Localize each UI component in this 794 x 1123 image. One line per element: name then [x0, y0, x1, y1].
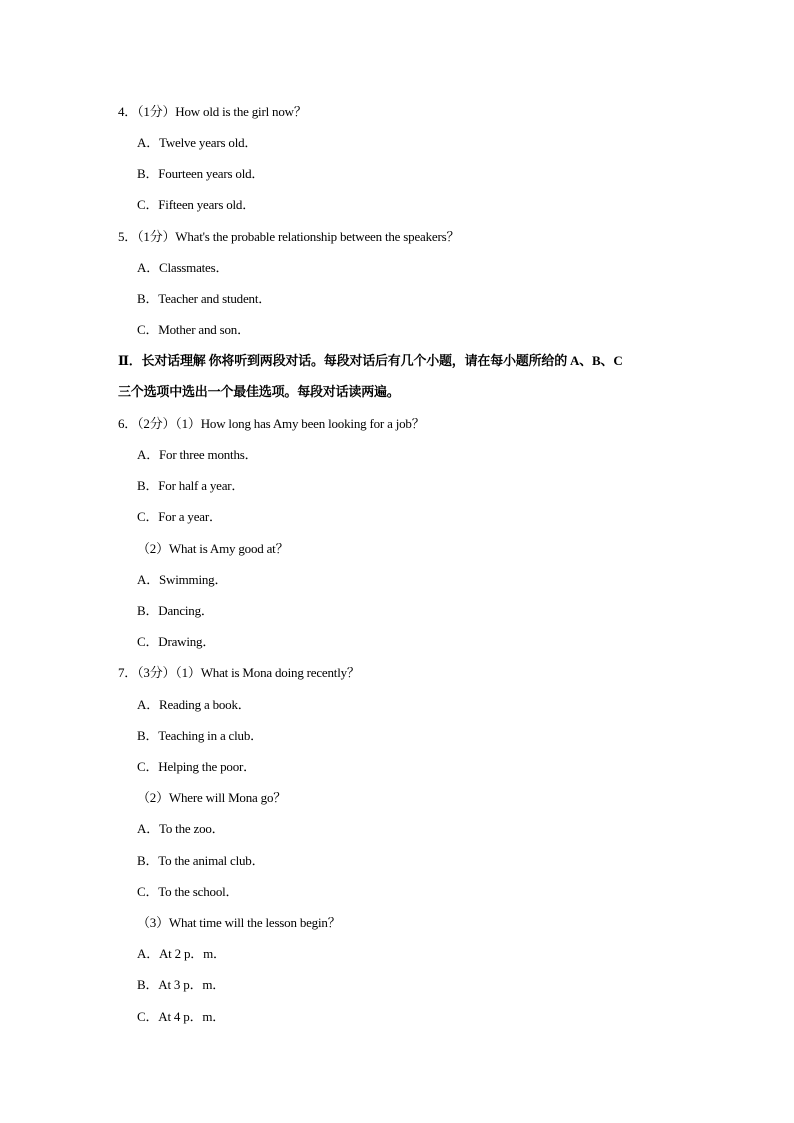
- question-7-2-stem: （2）Where will Mona go？: [137, 790, 287, 805]
- question-6-stem: 6．（2分）（1）How long has Amy been looking for a job？: [118, 416, 425, 431]
- question-7-2-option-b: B．To the animal club．: [137, 853, 265, 868]
- question-5-option-c: C．Mother and son．: [137, 322, 250, 337]
- question-7-1-option-a: A．Reading a book．: [137, 697, 251, 712]
- question-7-3-stem: （3）What time will the lesson begin？: [137, 915, 341, 930]
- question-4-option-b: B．Fourteen years old．: [137, 166, 265, 181]
- question-6-1-option-a: A．For three months．: [137, 447, 258, 462]
- question-5-option-a: A．Classmates．: [137, 260, 229, 275]
- question-4-stem: 4．（1分）How old is the girl now？: [118, 104, 307, 119]
- question-7-2-option-a: A．To the zoo．: [137, 821, 225, 836]
- question-4-option-a: A．Twelve years old．: [137, 135, 258, 150]
- question-5-option-b: B．Teacher and student．: [137, 291, 272, 306]
- section-2-instructions-line-1: Ⅱ．长对话理解 你将听到两段对话。每段对话后有几个小题，请在每小题所给的 A、B、C: [118, 353, 623, 368]
- question-6-2-option-a: A．Swimming．: [137, 572, 228, 587]
- question-6-2-option-b: B．Dancing．: [137, 603, 214, 618]
- question-6-2-stem: （2）What is Amy good at？: [137, 541, 289, 556]
- question-6-2-option-c: C．Drawing．: [137, 634, 216, 649]
- question-7-3-option-b: B．At 3 p．m．: [137, 977, 226, 992]
- question-7-1-option-b: B．Teaching in a club．: [137, 728, 263, 743]
- question-5-stem: 5．（1分）What's the probable relationship between the speakers？: [118, 229, 460, 244]
- question-4-option-c: C．Fifteen years old．: [137, 197, 256, 212]
- question-7-1-option-c: C．Helping the poor．: [137, 759, 256, 774]
- question-7-stem: 7．（3分）（1）What is Mona doing recently？: [118, 665, 360, 680]
- question-7-3-option-a: A．At 2 p．m．: [137, 946, 226, 961]
- question-6-1-option-b: B．For half a year．: [137, 478, 245, 493]
- question-7-2-option-c: C．To the school．: [137, 884, 239, 899]
- question-7-3-option-c: C．At 4 p．m．: [137, 1009, 226, 1024]
- question-6-1-option-c: C．For a year．: [137, 509, 222, 524]
- section-2-instructions-line-2: 三个选项中选出一个最佳选项。每段对话读两遍。: [118, 384, 400, 399]
